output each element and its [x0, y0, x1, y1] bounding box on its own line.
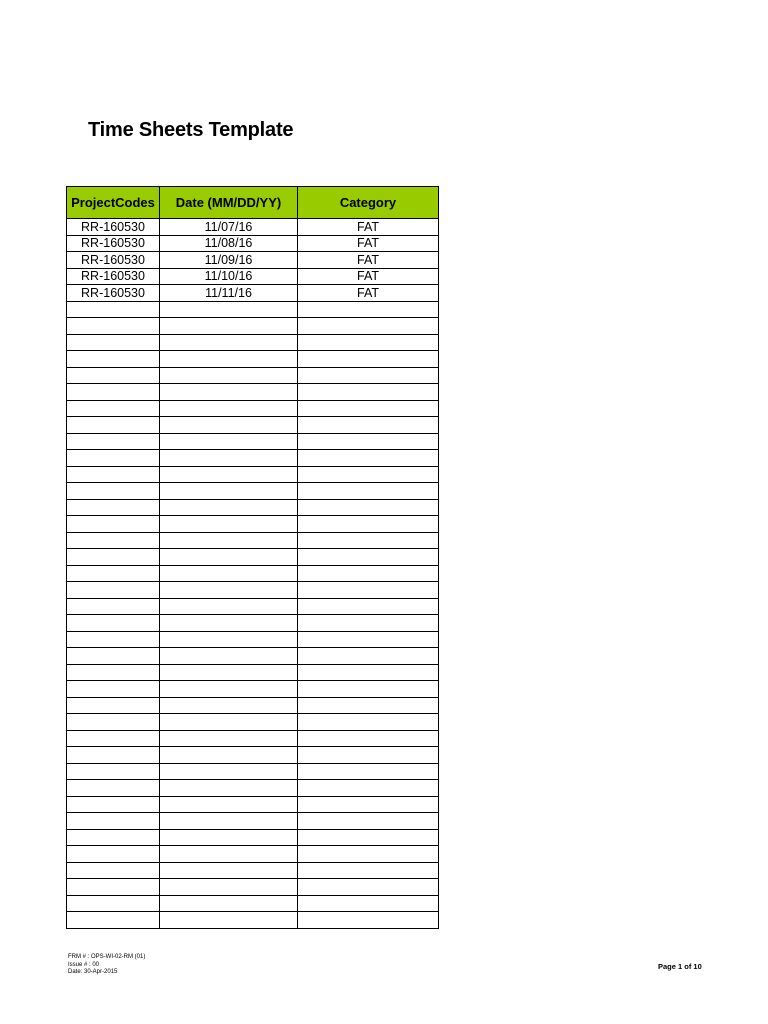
cell-category[interactable]	[298, 450, 439, 467]
table-row	[67, 433, 439, 450]
table-row	[67, 417, 439, 434]
table-row	[67, 384, 439, 401]
cell-category[interactable]	[298, 301, 439, 318]
table-row	[67, 334, 439, 351]
cell-category[interactable]	[298, 516, 439, 533]
cell-category[interactable]: FAT	[298, 219, 439, 236]
cell-project-code[interactable]	[67, 433, 160, 450]
cell-project-code[interactable]	[67, 730, 160, 747]
cell-date[interactable]	[160, 648, 298, 665]
cell-project-code[interactable]	[67, 813, 160, 830]
table-row	[67, 862, 439, 879]
cell-date[interactable]	[160, 730, 298, 747]
table-row	[67, 565, 439, 582]
cell-date[interactable]	[160, 846, 298, 863]
cell-date[interactable]	[160, 780, 298, 797]
table-row	[67, 483, 439, 500]
cell-project-code[interactable]	[67, 417, 160, 434]
table-row	[67, 318, 439, 335]
cell-project-code[interactable]	[67, 796, 160, 813]
cell-date[interactable]	[160, 763, 298, 780]
cell-project-code[interactable]	[67, 318, 160, 335]
cell-category[interactable]: FAT	[298, 285, 439, 302]
cell-category[interactable]	[298, 334, 439, 351]
table-row	[67, 466, 439, 483]
cell-date[interactable]	[160, 351, 298, 368]
cell-category[interactable]: FAT	[298, 252, 439, 269]
table-row	[67, 235, 439, 252]
cell-category[interactable]	[298, 730, 439, 747]
table-row	[67, 829, 439, 846]
table-row	[67, 763, 439, 780]
cell-category[interactable]	[298, 796, 439, 813]
cell-category[interactable]	[298, 483, 439, 500]
issue-number: Issue # : 00	[68, 961, 100, 968]
header-date: Date (MM/DD/YY)	[160, 187, 298, 219]
cell-project-code[interactable]	[67, 450, 160, 467]
cell-category[interactable]	[298, 433, 439, 450]
cell-project-code[interactable]	[67, 499, 160, 516]
table-row	[67, 846, 439, 863]
table-row	[67, 219, 439, 236]
cell-category[interactable]	[298, 862, 439, 879]
cell-project-code[interactable]	[67, 334, 160, 351]
cell-date[interactable]	[160, 450, 298, 467]
cell-category[interactable]	[298, 384, 439, 401]
cell-project-code[interactable]	[67, 681, 160, 698]
cell-category[interactable]	[298, 417, 439, 434]
cell-date[interactable]	[160, 483, 298, 500]
cell-date[interactable]: 11/11/16	[160, 285, 298, 302]
cell-project-code[interactable]	[67, 384, 160, 401]
table-row	[67, 450, 439, 467]
form-info	[68, 954, 145, 977]
cell-date[interactable]: 11/09/16	[160, 252, 298, 269]
cell-project-code[interactable]: RR-160530	[67, 252, 160, 269]
cell-date[interactable]	[160, 582, 298, 599]
cell-project-code[interactable]	[67, 301, 160, 318]
cell-date[interactable]	[160, 681, 298, 698]
cell-date[interactable]	[160, 697, 298, 714]
cell-category[interactable]	[298, 912, 439, 929]
page-number: Page 1 of 10	[658, 962, 702, 971]
table-row	[67, 697, 439, 714]
cell-category[interactable]	[298, 549, 439, 566]
cell-date[interactable]	[160, 664, 298, 681]
cell-project-code[interactable]	[67, 598, 160, 615]
cell-project-code[interactable]	[67, 532, 160, 549]
cell-date[interactable]	[160, 879, 298, 896]
cell-date[interactable]	[160, 549, 298, 566]
table-row	[67, 780, 439, 797]
table-row	[67, 631, 439, 648]
table-row	[67, 351, 439, 368]
cell-date[interactable]	[160, 384, 298, 401]
cell-date[interactable]	[160, 318, 298, 335]
cell-date[interactable]	[160, 615, 298, 632]
form-date: Date: 30-Apr-2015	[68, 969, 118, 975]
cell-project-code[interactable]: RR-160530	[67, 219, 160, 236]
cell-date[interactable]	[160, 714, 298, 731]
cell-category[interactable]	[298, 697, 439, 714]
table-row	[67, 648, 439, 665]
cell-project-code[interactable]	[67, 879, 160, 896]
cell-category[interactable]	[298, 466, 439, 483]
table-row	[67, 813, 439, 830]
cell-date[interactable]: 11/10/16	[160, 268, 298, 285]
cell-project-code[interactable]	[67, 400, 160, 417]
cell-date[interactable]	[160, 301, 298, 318]
cell-project-code[interactable]	[67, 351, 160, 368]
table-row	[67, 598, 439, 615]
cell-category[interactable]	[298, 648, 439, 665]
cell-category[interactable]	[298, 631, 439, 648]
cell-category[interactable]	[298, 367, 439, 384]
cell-date[interactable]	[160, 334, 298, 351]
cell-project-code[interactable]	[67, 697, 160, 714]
cell-project-code[interactable]	[67, 516, 160, 533]
cell-project-code[interactable]	[67, 895, 160, 912]
cell-project-code[interactable]	[67, 367, 160, 384]
cell-date[interactable]	[160, 829, 298, 846]
cell-category[interactable]	[298, 499, 439, 516]
table-row	[67, 747, 439, 764]
header-project-codes: ProjectCodes	[67, 187, 160, 219]
cell-project-code[interactable]	[67, 648, 160, 665]
table-row	[67, 714, 439, 731]
cell-project-code[interactable]	[67, 582, 160, 599]
form-number: FRM # : OPS-WI-02-RM (01)	[68, 954, 146, 960]
cell-project-code[interactable]	[67, 565, 160, 582]
table-row	[67, 681, 439, 698]
cell-project-code[interactable]	[67, 829, 160, 846]
table-row	[67, 582, 439, 599]
cell-project-code[interactable]	[67, 549, 160, 566]
table-row	[67, 912, 439, 929]
table-row	[67, 615, 439, 632]
cell-date[interactable]	[160, 895, 298, 912]
cell-category[interactable]	[298, 813, 439, 830]
cell-category[interactable]	[298, 780, 439, 797]
cell-date[interactable]	[160, 912, 298, 929]
cell-category[interactable]	[298, 615, 439, 632]
cell-category[interactable]: FAT	[298, 235, 439, 252]
cell-date[interactable]: 11/08/16	[160, 235, 298, 252]
cell-project-code[interactable]	[67, 862, 160, 879]
cell-project-code[interactable]	[67, 846, 160, 863]
cell-date[interactable]	[160, 532, 298, 549]
cell-date[interactable]	[160, 631, 298, 648]
cell-project-code[interactable]	[67, 466, 160, 483]
cell-project-code[interactable]: RR-160530	[67, 285, 160, 302]
cell-category[interactable]	[298, 351, 439, 368]
cell-category[interactable]	[298, 763, 439, 780]
cell-project-code[interactable]: RR-160530	[67, 235, 160, 252]
cell-date[interactable]	[160, 598, 298, 615]
cell-category[interactable]	[298, 714, 439, 731]
cell-category[interactable]	[298, 664, 439, 681]
cell-project-code[interactable]	[67, 664, 160, 681]
cell-category[interactable]	[298, 598, 439, 615]
timesheet-table	[66, 186, 439, 929]
cell-category[interactable]	[298, 879, 439, 896]
table-body	[67, 219, 439, 929]
cell-date[interactable]	[160, 466, 298, 483]
table-row	[67, 499, 439, 516]
table-row	[67, 549, 439, 566]
table-row	[67, 268, 439, 285]
table-row	[67, 301, 439, 318]
cell-date[interactable]	[160, 367, 298, 384]
cell-date[interactable]	[160, 813, 298, 830]
cell-category[interactable]: FAT	[298, 268, 439, 285]
cell-date[interactable]: 11/07/16	[160, 219, 298, 236]
cell-category[interactable]	[298, 747, 439, 764]
table-row	[67, 252, 439, 269]
cell-project-code[interactable]	[67, 631, 160, 648]
cell-category[interactable]	[298, 895, 439, 912]
cell-date[interactable]	[160, 400, 298, 417]
cell-project-code[interactable]	[67, 747, 160, 764]
table-row	[67, 895, 439, 912]
cell-project-code[interactable]	[67, 780, 160, 797]
table-row	[67, 400, 439, 417]
cell-project-code[interactable]: RR-160530	[67, 268, 160, 285]
table-row	[67, 796, 439, 813]
cell-date[interactable]	[160, 499, 298, 516]
table-row	[67, 664, 439, 681]
cell-category[interactable]	[298, 400, 439, 417]
cell-project-code[interactable]	[67, 763, 160, 780]
header-category: Category	[298, 187, 439, 219]
cell-category[interactable]	[298, 532, 439, 549]
cell-project-code[interactable]	[67, 714, 160, 731]
table-row	[67, 532, 439, 549]
cell-category[interactable]	[298, 582, 439, 599]
cell-category[interactable]	[298, 681, 439, 698]
cell-date[interactable]	[160, 516, 298, 533]
table-row	[67, 879, 439, 896]
cell-project-code[interactable]	[67, 615, 160, 632]
cell-project-code[interactable]	[67, 483, 160, 500]
cell-category[interactable]	[298, 846, 439, 863]
cell-date[interactable]	[160, 417, 298, 434]
cell-date[interactable]	[160, 747, 298, 764]
cell-date[interactable]	[160, 862, 298, 879]
table-row	[67, 516, 439, 533]
cell-date[interactable]	[160, 565, 298, 582]
cell-category[interactable]	[298, 829, 439, 846]
cell-date[interactable]	[160, 796, 298, 813]
cell-category[interactable]	[298, 318, 439, 335]
table-row	[67, 367, 439, 384]
table-row	[67, 730, 439, 747]
cell-category[interactable]	[298, 565, 439, 582]
table-row	[67, 285, 439, 302]
page-title: Time Sheets Template	[88, 119, 294, 141]
cell-date[interactable]	[160, 433, 298, 450]
cell-project-code[interactable]	[67, 912, 160, 929]
table-header-row	[67, 187, 439, 219]
